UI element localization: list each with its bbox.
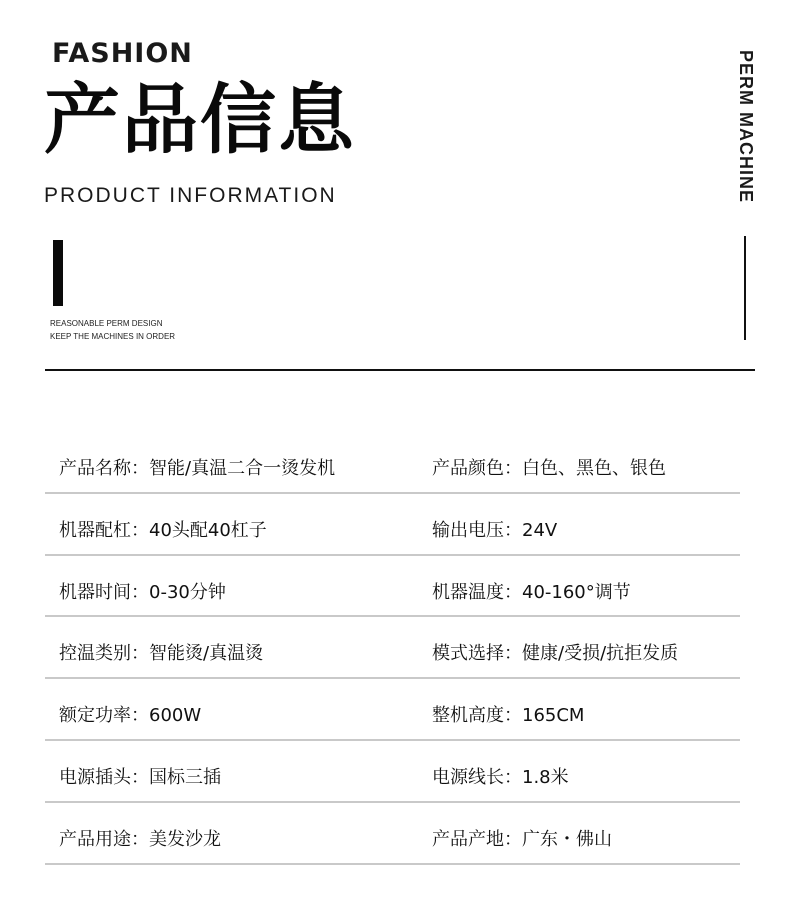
spec-row [45, 494, 740, 556]
accent-bar [53, 240, 63, 306]
page-title: 产品信息 [44, 75, 356, 164]
spec-voltage-cell: 输出电压：24V [432, 519, 558, 541]
spec-row [45, 556, 740, 618]
spec-plug-cell: 电源插头：国标三插 [59, 766, 221, 788]
spec-temperature-cell: 机器温度：40-160°调节 [432, 581, 631, 603]
spec-row [45, 432, 740, 494]
spec-color-cell: 产品颜色：白色、黑色、银色 [432, 458, 666, 479]
spec-name-cell: 产品名称：智能/真温二合一烫发机 [59, 458, 336, 479]
spec-origin-cell: 产品产地：广东・佛山 [432, 828, 612, 850]
spec-time-cell: 机器时间：0-30分钟 [59, 581, 226, 603]
side-vertical-text: PERM MACHINE [736, 50, 756, 204]
spec-row [45, 741, 740, 803]
fashion-label: FASHION [52, 38, 193, 69]
spec-cable-cell: 电源线长：1.8米 [432, 766, 569, 788]
page-subtitle: PRODUCT INFORMATION [44, 184, 337, 207]
side-vertical-line [744, 236, 746, 340]
spec-table [45, 432, 740, 865]
tagline-1: REASONABLE PERM DESIGN [50, 319, 163, 328]
spec-power-cell: 额定功率：600W [59, 705, 202, 727]
spec-row [45, 803, 740, 865]
spec-row [45, 617, 740, 679]
tagline-2: KEEP THE MACHINES IN ORDER [50, 332, 176, 341]
spec-rods-cell: 机器配杠：40头配40杠子 [59, 519, 267, 541]
spec-mode-cell: 模式选择：健康/受损/抗拒发质 [432, 643, 679, 665]
spec-use-cell: 产品用途：美发沙龙 [59, 828, 221, 850]
spec-height-cell: 整机高度：165CM [432, 705, 585, 727]
header-divider [45, 369, 755, 371]
spec-row [45, 679, 740, 741]
spec-control-type-cell: 控温类别：智能烫/真温烫 [59, 643, 264, 665]
